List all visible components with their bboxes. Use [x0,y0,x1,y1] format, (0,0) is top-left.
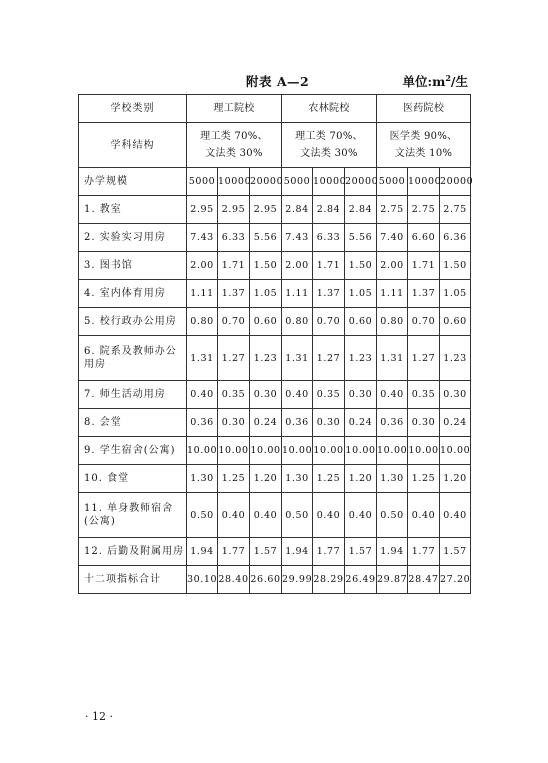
table-title: 附表 A—2 [246,74,310,89]
unit-superscript: 2 [445,73,451,83]
table-cell: 1.94 [282,538,313,566]
total-cell: 27.20 [440,566,471,594]
table-cell: 1.20 [345,465,377,493]
total-cell: 28.29 [313,566,345,594]
table-cell: 10.00 [250,437,282,465]
total-label: 十二项指标合计 [79,566,187,594]
table-cell: 1.23 [345,336,377,381]
table-cell: 1.30 [377,465,408,493]
table-cell: 1.11 [282,280,313,308]
table-cell: 1.71 [408,252,440,280]
table-cell: 0.40 [440,493,471,538]
table-cell: 0.50 [377,493,408,538]
table-cell: 0.30 [250,381,282,409]
table-cell: 0.30 [313,409,345,437]
table-cell: 1.27 [408,336,440,381]
table-cell: 10.00 [313,437,345,465]
row-label: 7. 师生活动用房 [79,381,187,409]
scale-value: 10000 [408,168,440,196]
table-cell: 2.84 [313,196,345,224]
table-row [79,493,471,538]
row-label: 1. 教室 [79,196,187,224]
table-cell: 1.57 [250,538,282,566]
scale-value: 5000 [377,168,408,196]
table-cell: 0.24 [440,409,471,437]
table-cell: 0.35 [218,381,250,409]
table-cell: 1.71 [313,252,345,280]
table-cell: 1.27 [313,336,345,381]
scale-value: 20000 [250,168,282,196]
table-cell: 1.37 [218,280,250,308]
table-cell: 10.00 [282,437,313,465]
scale-value: 10000 [313,168,345,196]
total-cell: 29.87 [377,566,408,594]
row-label: 8. 会堂 [79,409,187,437]
table-cell: 0.80 [377,308,408,336]
structure-line: 文法类 30% [300,148,358,159]
table-row [79,381,471,409]
school-structure [377,123,471,168]
table-cell: 7.43 [282,224,313,252]
table-cell: 1.11 [377,280,408,308]
table-cell: 1.11 [187,280,218,308]
total-cell: 29.99 [282,566,313,594]
table-cell: 0.30 [345,381,377,409]
table-cell: 0.50 [282,493,313,538]
scale-value: 5000 [187,168,218,196]
row-label: 12. 后勤及附属用房 [79,538,187,566]
table-row [79,280,471,308]
table-cell: 1.37 [313,280,345,308]
total-cell: 28.47 [408,566,440,594]
table-row [79,224,471,252]
table-cell: 2.75 [408,196,440,224]
table-cell: 10.00 [187,437,218,465]
table-cell: 2.95 [218,196,250,224]
scale-value: 20000 [345,168,377,196]
table-cell: 0.40 [377,381,408,409]
structure-line: 文法类 30% [205,148,263,159]
table-cell: 1.27 [218,336,250,381]
table-cell: 0.40 [313,493,345,538]
table-body [79,95,474,594]
school-name: 农林院校 [282,95,377,123]
row-label: 2. 实验实习用房 [79,224,187,252]
table-cell: 2.84 [345,196,377,224]
table-cell: 10.00 [408,437,440,465]
school-name: 医药院校 [377,95,471,123]
structure-line: 理工类 70%、 [295,131,363,142]
table-cell: 0.36 [377,409,408,437]
school-name: 理工院校 [187,95,282,123]
row-label: 9. 学生宿舍(公寓) [79,437,187,465]
table-cell: 0.40 [345,493,377,538]
table-cell: 2.00 [377,252,408,280]
table-cell: 1.77 [218,538,250,566]
table-cell: 6.36 [440,224,471,252]
table-cell: 6.33 [313,224,345,252]
scale-value: 10000 [218,168,250,196]
enrollment-scale-row [79,168,471,196]
table-cell: 2.00 [187,252,218,280]
table-cell: 0.40 [250,493,282,538]
table-cell: 1.57 [345,538,377,566]
table-cell: 1.50 [345,252,377,280]
school-type-row [79,95,471,123]
row-label: 3. 图书馆 [79,252,187,280]
table-cell: 1.20 [440,465,471,493]
table-cell: 0.70 [218,308,250,336]
table-cell: 0.24 [250,409,282,437]
table-cell: 0.30 [408,409,440,437]
school-structure [282,123,377,168]
table-cell: 1.25 [218,465,250,493]
table-cell: 0.24 [345,409,377,437]
structure-line: 文法类 10% [394,148,453,159]
structure-line: 医学类 90%、 [389,131,458,142]
table-caption [78,72,470,90]
table-cell: 1.31 [282,336,313,381]
area-index-table [78,94,474,594]
enrollment-scale-header: 办学规模 [79,168,187,196]
table-cell: 6.33 [218,224,250,252]
table-cell: 0.70 [313,308,345,336]
table-cell: 1.31 [187,336,218,381]
table-cell: 1.30 [187,465,218,493]
total-cell: 30.10 [187,566,218,594]
table-cell: 7.43 [187,224,218,252]
structure-line: 理工类 70%、 [200,131,268,142]
table-cell: 0.30 [218,409,250,437]
table-cell: 0.30 [440,381,471,409]
table-cell: 10.00 [345,437,377,465]
table-cell: 1.94 [187,538,218,566]
table-cell: 1.20 [250,465,282,493]
table-cell: 2.84 [282,196,313,224]
table-row [79,196,471,224]
total-row [79,566,471,594]
row-label: 10. 食堂 [79,465,187,493]
table-cell: 1.71 [218,252,250,280]
table-row [79,465,471,493]
table-cell: 1.23 [440,336,471,381]
table-cell: 1.25 [313,465,345,493]
table-cell: 0.35 [313,381,345,409]
table-cell: 0.60 [345,308,377,336]
discipline-structure-row [79,123,471,168]
table-cell: 0.80 [187,308,218,336]
table-cell: 0.40 [408,493,440,538]
school-type-header: 学校类别 [79,95,187,123]
table-row [79,437,471,465]
scale-value: 20000 [440,168,471,196]
table-cell: 1.37 [408,280,440,308]
table-cell: 0.40 [187,381,218,409]
table-cell: 0.70 [408,308,440,336]
table-cell: 1.05 [250,280,282,308]
total-cell: 26.60 [250,566,282,594]
table-cell: 1.94 [377,538,408,566]
table-cell: 5.56 [250,224,282,252]
row-label: 4. 室内体育用房 [79,280,187,308]
table-cell: 6.60 [408,224,440,252]
table-cell: 1.77 [408,538,440,566]
table-cell: 1.50 [440,252,471,280]
table-cell: 1.05 [440,280,471,308]
school-structure [187,123,282,168]
table-cell: 1.30 [282,465,313,493]
table-row [79,409,471,437]
table-cell: 7.40 [377,224,408,252]
table-cell: 0.40 [218,493,250,538]
table-cell: 0.36 [282,409,313,437]
table-cell: 2.95 [250,196,282,224]
table-cell: 2.95 [187,196,218,224]
unit-label [403,72,469,90]
table-cell: 0.36 [187,409,218,437]
table-cell: 1.57 [440,538,471,566]
table-cell: 0.60 [250,308,282,336]
table-row [79,336,471,381]
table-cell: 1.23 [250,336,282,381]
table-cell: 2.75 [440,196,471,224]
table-cell: 0.40 [282,381,313,409]
total-cell: 28.40 [218,566,250,594]
unit-prefix: 单位:m [402,74,446,89]
scale-value: 5000 [282,168,313,196]
table-cell: 10.00 [218,437,250,465]
page-number: · 12 · [85,710,113,723]
table-cell: 1.50 [250,252,282,280]
row-label: 11. 单身教师宿舍(公寓) [79,493,187,538]
table-row [79,538,471,566]
unit-suffix: /生 [450,74,468,89]
table-cell: 0.35 [408,381,440,409]
table-cell: 0.50 [187,493,218,538]
table-cell: 5.56 [345,224,377,252]
row-label: 6. 院系及教师办公用房 [79,336,187,381]
table-cell: 0.80 [282,308,313,336]
table-cell: 0.60 [440,308,471,336]
table-cell: 2.75 [377,196,408,224]
table-cell: 10.00 [377,437,408,465]
total-cell: 26.49 [345,566,377,594]
table-row [79,252,471,280]
table-cell: 1.77 [313,538,345,566]
table-cell: 1.31 [377,336,408,381]
table-cell: 1.05 [345,280,377,308]
table-cell: 2.00 [282,252,313,280]
table-row [79,308,471,336]
table-cell: 10.00 [440,437,471,465]
row-label: 5. 校行政办公用房 [79,308,187,336]
discipline-structure-header: 学科结构 [79,123,187,168]
table-cell: 1.25 [408,465,440,493]
